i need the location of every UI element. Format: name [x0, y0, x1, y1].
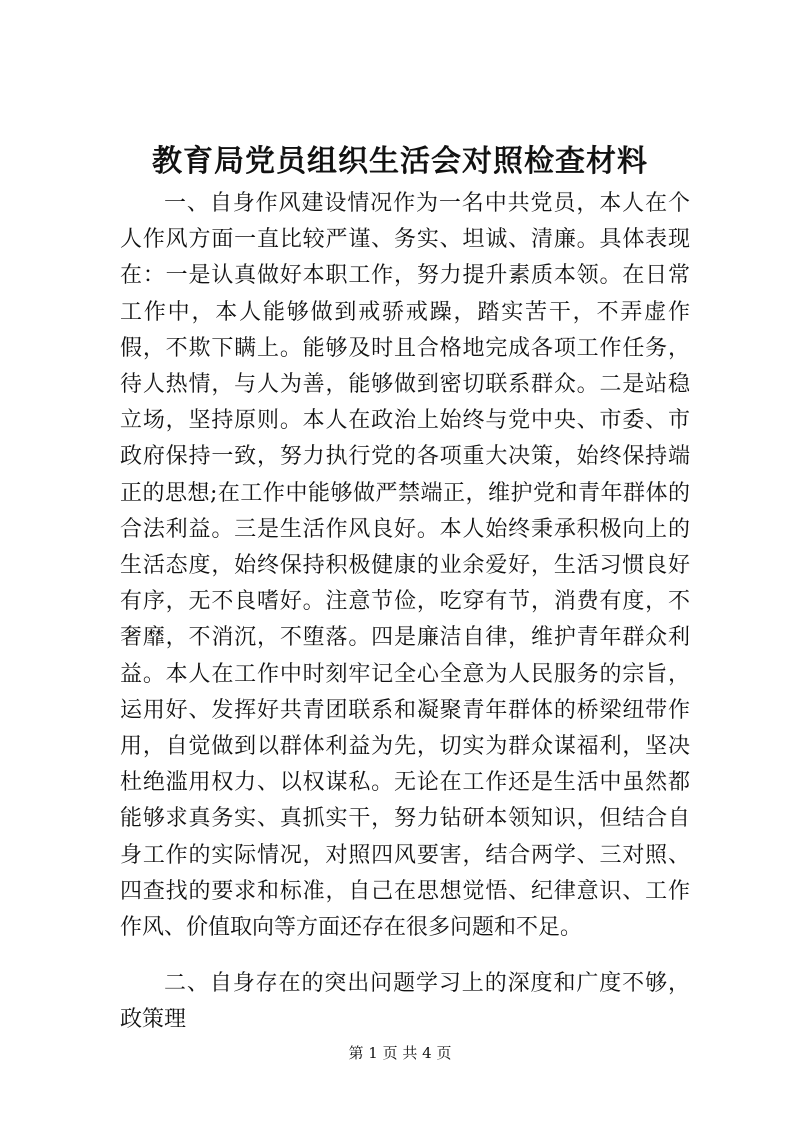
document-title: 教育局党员组织生活会对照检查材料: [152, 144, 648, 179]
document-body: [120, 186, 690, 1039]
paragraph-2: 二、自身存在的突出问题学习上的深度和广度不够，政策理: [120, 971, 690, 1033]
page-footer: 第 1 页 共 4 页: [348, 1044, 452, 1062]
paragraph-1: 一、自身作风建设情况作为一名中共党员，本人在个人作风方面一直比较严谨、务实、坦诚、清廉。具体表现在：一是认真做好本职工作，努力提升素质本领。在日常工作中，本人能够做到戒骄戒躁，踏实苦干，不弄虚作假，不欺下瞒上。能够及时且合格地完成各项工作任务，待人热情，与人为善，能够做到密切联系群众。二是站稳立场，坚持原则。本人在政治上始终与党中央、市委、市政府保持一致，努力执行党的各项重大决策，始终保持端正的思想;在工作中能够做严禁端正，维护党和青年群体的合法利益。三是生活作风良好。本人始终秉承积极向上的生活态度，始终保持积极健康的业余爱好，生活习惯良好有序，无不良嗜好。注意节俭，吃穿有节，消费有度，不奢靡，不消沉，不堕落。四是廉洁自律，维护青年群众利益。本人在工作中时刻牢记全心全意为人民服务的宗旨，运用好、发挥好共青团联系和凝聚青年群体的桥梁纽带作用，自觉做到以群体利益为先，切实为群众谋福利，坚决杜绝滥用权力、以权谋私。无论在工作还是生活中虽然都能够求真务实、真抓实干，努力钻研本领知识，但结合自身工作的实际情况，对照四风要害，结合两学、三对照、四查找的要求和标准，自己在思想觉悟、纪律意识、工作作风、价值取向等方面还存在很多问题和不足。: [120, 191, 690, 941]
